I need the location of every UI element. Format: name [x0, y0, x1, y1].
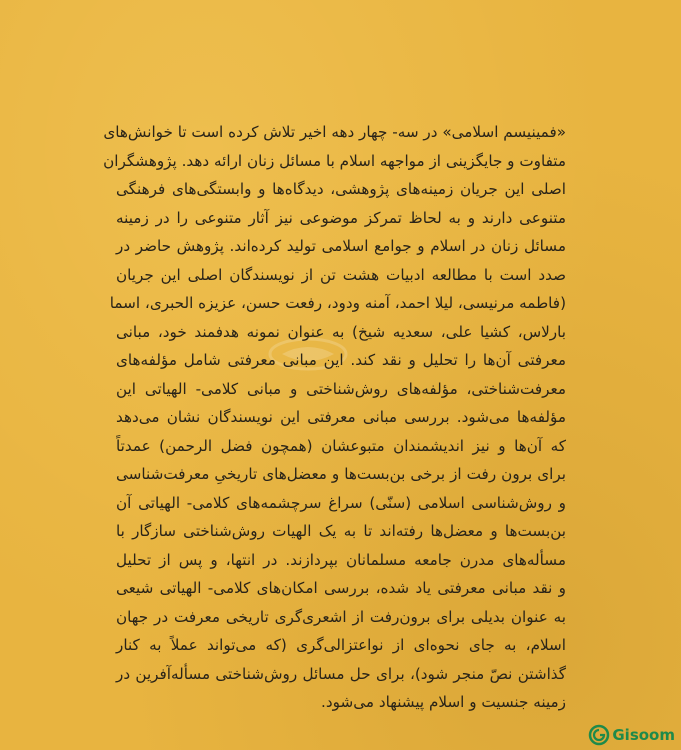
description-line: (فاطمه مرنیسی، لیلا احمد، آمنه ودود، رفعت حسن، عزیزه الحبری، اسما: [109, 294, 566, 312]
description-line: بارلاس، کشیا علی، سعدیه شیخ) به عنوان نمونه هدفمند خود، مبانی: [116, 322, 566, 341]
description-line: برای برون رفت از برخی بن‌بست‌ها و معضل‌های تاریخیِ معرفت‌شناسی: [116, 465, 566, 483]
description-line: به عنوان بدیلی برای برون‌رفت از اشعری‌گری تاریخی معرفت در جهان: [116, 607, 566, 626]
description-line: اصلی این جریان زمینه‌های پژوهشی، دیدگاه‌ها و وابستگی‌های فرهنگی: [116, 180, 566, 198]
gisoom-logo[interactable]: [588, 724, 675, 746]
description-line: که آن‌ها و نیز اندیشمندان متبوعشان (همچون فضل الرحمن) عمدتاً: [116, 436, 566, 455]
back-cover-description: [103, 118, 566, 717]
description-line: «فمینیسم اسلامی» در سه- چهار دهه اخیر تلاش کرده است تا خوانش‌های: [103, 123, 566, 141]
description-line: و روش‌شناسی اسلامی (سنّی) سراغ سرچشمه‌های کلامی- الهیاتی آن: [116, 493, 566, 512]
description-line: متفاوت و جایگزینی از مواجهه اسلام با مسائل زنان ارائه دهد. پژوهشگران: [103, 151, 566, 170]
description-line: بن‌بست‌ها و معضل‌ها رفته‌اند تا به یک الهیات روش‌شناختی سازگار با: [116, 522, 566, 540]
gisoom-logo-icon: [588, 724, 610, 746]
description-line: زمینه جنسیت و اسلام پیشنهاد می‌شود.: [321, 693, 566, 711]
description-line: صدد است با مطالعه ادبیات هشت تن از نویسندگان اصلی این جریان: [116, 265, 566, 284]
description-line: مسأله‌های مدرن جامعه مسلمانان بپردازند. در انتها، و پس از تحلیل: [116, 550, 566, 569]
description-line: گذاشتن نصّ منجر شود)، برای حل مسائل روش‌شناختی مسأله‌آفرین در: [116, 664, 566, 683]
description-line: و نقد مبانی معرفتی یاد شده، بررسی امکان‌های کلامی- الهیاتی شیعی: [116, 579, 566, 597]
description-line: متنوعی دارند و به لحاظ تمرکز موضوعی نیز آثار متنوعی را در زمینه: [116, 208, 566, 227]
description-line: معرفتی آن‌ها را تحلیل و نقد کند. این مبانی معرفتی شامل مؤلفه‌های: [116, 351, 566, 369]
description-line: مسائل زنان در اسلام و جوامع اسلامی تولید کرده‌اند. پژوهش حاضر در: [116, 237, 566, 255]
description-line: اسلام، به جای نحوه‌ای از نواعتزالی‌گری (که می‌تواند عملاً به کنار: [116, 636, 566, 654]
gisoom-logo-text: Gisoom: [612, 726, 675, 744]
description-line: معرفت‌شناختی، مؤلفه‌های روش‌شناختی و مبانی کلامی- الهیاتی این: [116, 379, 566, 398]
description-line: مؤلفه‌ها می‌شود. بررسی مبانی معرفتی این نویسندگان نشان می‌دهد: [116, 408, 566, 426]
